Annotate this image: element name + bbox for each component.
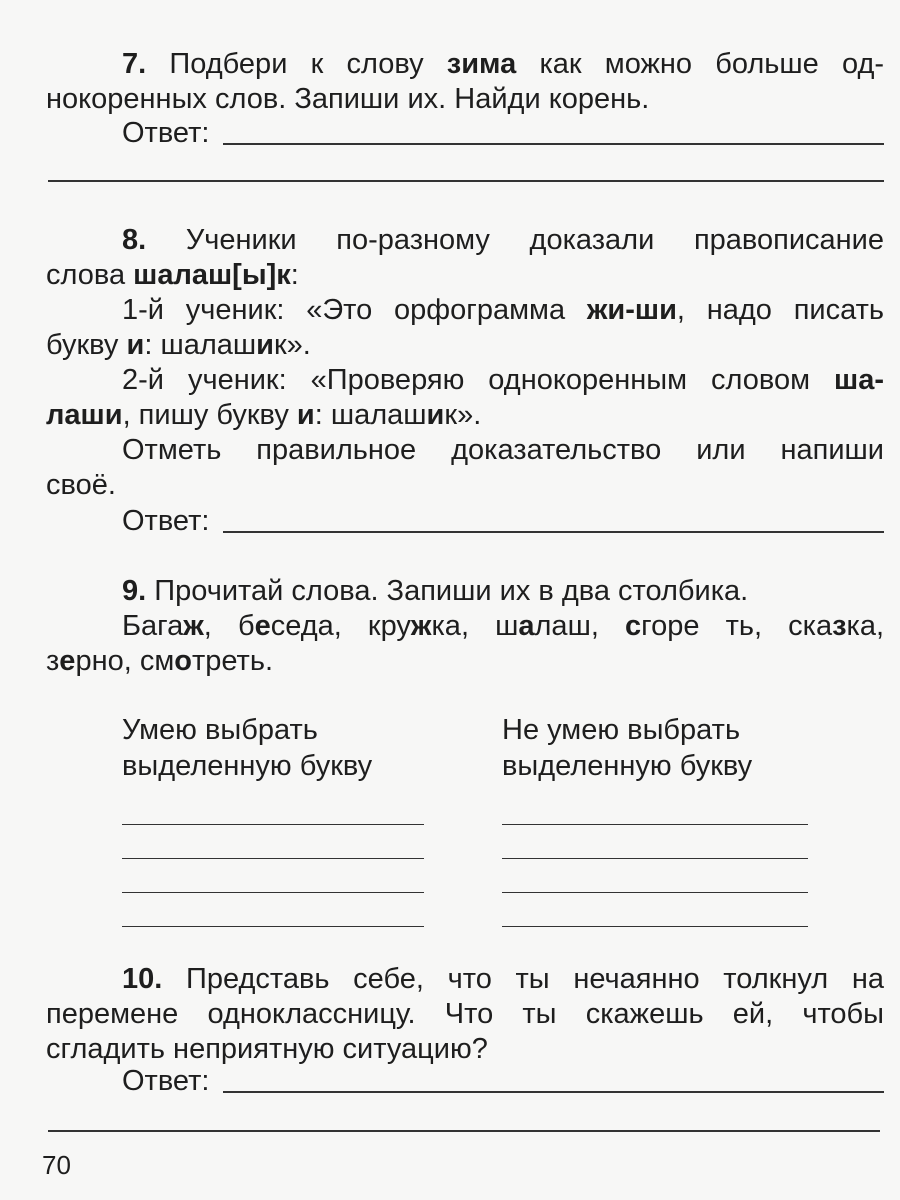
answer-line[interactable] bbox=[223, 143, 884, 145]
column-1-write-line[interactable] bbox=[122, 892, 424, 893]
column-2-write-line[interactable] bbox=[502, 926, 808, 927]
task-8-line-1: 8. Ученики по-разному доказали правописание bbox=[122, 224, 884, 256]
student-1-line-1: 1-й ученик: «Это орфограмма жи-ши, надо писать bbox=[122, 294, 884, 326]
task-9-words-line-2: зерно, смотреть. bbox=[46, 645, 274, 677]
task-8-line-2: слова шалаш[ы]к: bbox=[46, 259, 299, 291]
task-10 bbox=[46, 962, 884, 1099]
task-9-number: 9. bbox=[122, 575, 147, 607]
answer-line[interactable] bbox=[223, 531, 884, 533]
task-7-answer bbox=[46, 116, 884, 151]
task-7 bbox=[46, 47, 884, 151]
task-8-question-line-1: Отметь правильное доказательство или напиши bbox=[122, 434, 884, 466]
task-8 bbox=[46, 223, 884, 539]
task-8-number: 8. bbox=[122, 224, 147, 256]
keyword-shalash: шалаш[ы]к bbox=[133, 259, 291, 291]
task-7-answer-line-2[interactable] bbox=[48, 180, 884, 182]
answer-line[interactable] bbox=[223, 1091, 884, 1093]
column-1-write-line[interactable] bbox=[122, 858, 424, 859]
task-10-answer-line-2[interactable] bbox=[48, 1130, 880, 1132]
column-2-heading-line-1: Не умею выбрать bbox=[502, 714, 741, 746]
task-8-answer bbox=[46, 504, 884, 539]
column-1-heading-line-1: Умею выбрать bbox=[122, 714, 318, 746]
task-7-line-1: 7. Подбери к слову зима как можно больше од- bbox=[122, 48, 885, 80]
task-10-line-3: сгладить неприятную ситуацию? bbox=[46, 1033, 488, 1065]
column-can-choose bbox=[122, 712, 424, 927]
task-7-number: 7. bbox=[122, 48, 147, 80]
task-9-words-line-1: Багаж, беседа, кружка, шалаш, сгоре ть, сказка, bbox=[122, 610, 885, 642]
task-9-line-1: 9. Прочитай слова. Запиши их в два столбика. bbox=[122, 575, 749, 607]
column-2-write-line[interactable] bbox=[502, 858, 808, 859]
student-2-line-1: 2-й ученик: «Проверяю однокоренным словом ша- bbox=[122, 364, 884, 396]
column-2-write-line[interactable] bbox=[502, 824, 808, 825]
task-10-line-1: 10. Представь себе, что ты нечаянно толкнул на bbox=[122, 963, 884, 995]
task-7-line-2: нокоренных слов. Запиши их. Найди корень. bbox=[46, 83, 650, 115]
answer-label: Ответ: bbox=[122, 505, 210, 537]
column-2-write-line[interactable] bbox=[502, 892, 808, 893]
student-2-line-2: лаши, пишу букву и: шалашик». bbox=[46, 399, 482, 431]
answer-label: Ответ: bbox=[122, 117, 210, 149]
task-8-question-line-2: своё. bbox=[46, 469, 116, 501]
column-cannot-choose bbox=[502, 712, 808, 927]
student-1-line-2: букву и: шалашик». bbox=[46, 329, 311, 361]
task-10-answer bbox=[46, 1064, 884, 1099]
keyword-zima: зима bbox=[446, 48, 517, 80]
task-10-line-2: перемене одноклассницу. Что ты скажешь ей, чтобы bbox=[46, 998, 884, 1030]
column-2-heading-line-2: выделенную букву bbox=[502, 750, 753, 782]
column-1-write-line[interactable] bbox=[122, 824, 424, 825]
answer-label: Ответ: bbox=[122, 1065, 210, 1097]
task-10-number: 10. bbox=[122, 963, 163, 995]
task-9 bbox=[46, 574, 884, 679]
column-1-write-line[interactable] bbox=[122, 926, 424, 927]
page-number: 70 bbox=[42, 1150, 71, 1180]
column-1-heading-line-2: выделенную букву bbox=[122, 750, 373, 782]
